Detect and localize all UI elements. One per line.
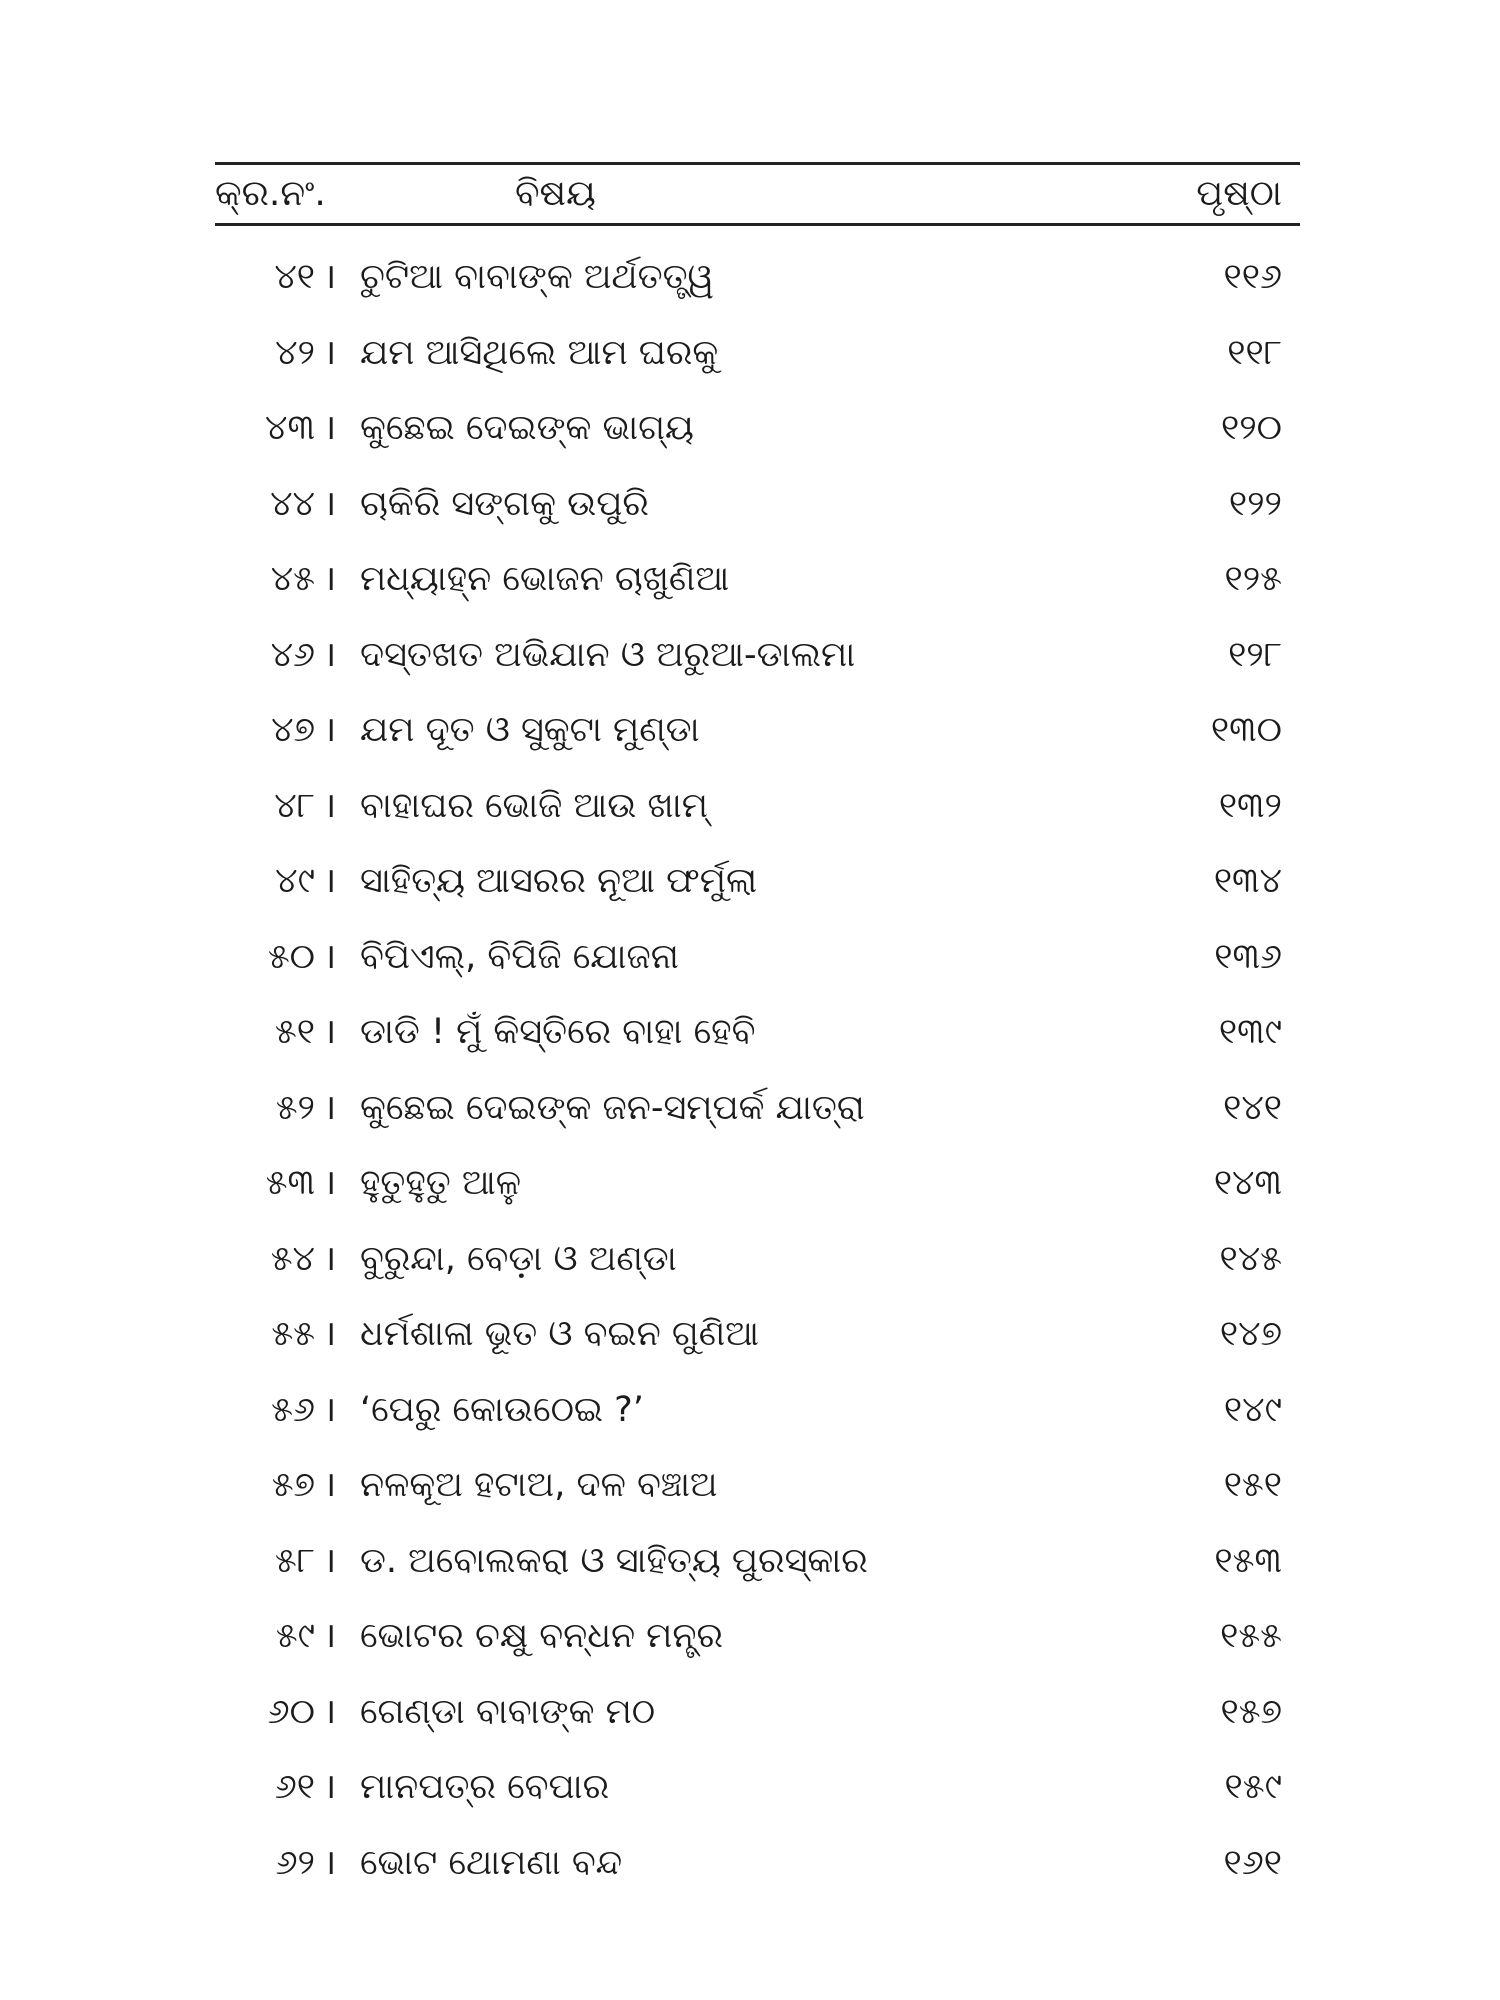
entry-title: ମାନପତ୍ର ବେପାର xyxy=(360,1767,610,1807)
entry-separator: । xyxy=(323,1540,337,1581)
entry-page-number: ୧୪୭ xyxy=(1219,1314,1282,1354)
toc-entry xyxy=(215,316,1300,392)
entry-separator: । xyxy=(323,710,337,750)
entry-title: ଧର୍ମଶାଳା ଭୂତ ଓ ବଇନ ଗୁଣିଆ xyxy=(360,1314,760,1354)
entry-title: ଯମ ଦୂତ ଓ ସୁକୁଟା ମୁଣ୍ଡା xyxy=(360,710,700,750)
entry-separator: । xyxy=(323,332,337,373)
entry-page-number: ୧୫୩ xyxy=(1214,1540,1282,1581)
toc-entry xyxy=(215,1222,1300,1298)
entry-number: ୫୫ xyxy=(271,1314,315,1354)
entry-number: ୪୩ xyxy=(265,408,315,448)
toc-entry xyxy=(215,693,1300,769)
toc-entry xyxy=(215,240,1300,316)
entry-number: ୪୮ xyxy=(274,785,315,826)
entry-separator: । xyxy=(323,257,337,297)
entry-title: ଡାଡି ! ମୁଁ କିସ୍ତିରେ ବାହା ହେବି xyxy=(360,1012,756,1052)
toc-entry xyxy=(215,1448,1300,1524)
toc-entries xyxy=(215,240,1300,1901)
entry-title: ବୁରୁନ୍ଦା, ବେଡ଼ା ଓ ଅଣ୍ଡା xyxy=(360,1238,677,1279)
entry-page-number: ୧୩୦ xyxy=(1210,710,1282,750)
entry-title: ଯମ ଆସିଥିଲେ ଆମ ଘରକୁ xyxy=(360,332,719,373)
entry-number: ୪୭ xyxy=(271,710,315,750)
entry-number: ୫୮ xyxy=(274,1540,315,1581)
entry-page-number: ୧୨୮ xyxy=(1228,634,1282,675)
entry-separator: । xyxy=(323,1767,337,1807)
entry-separator: । xyxy=(323,1691,337,1732)
entry-separator: । xyxy=(323,1314,337,1354)
entry-page-number: ୧୪୯ xyxy=(1223,1389,1282,1430)
entry-title: କୁଛେଇ ଦେଇଙ୍କ ଜନ-ସମ୍ପର୍କ ଯାତ୍ରା xyxy=(360,1087,865,1128)
entry-separator: । xyxy=(323,1087,337,1128)
entry-separator: । xyxy=(323,785,337,826)
entry-separator: । xyxy=(323,408,337,448)
toc-entry xyxy=(215,1826,1300,1902)
toc-entry xyxy=(215,1297,1300,1373)
entry-number: ୪୧ xyxy=(274,257,315,297)
entry-number: ୫୯ xyxy=(275,1616,315,1656)
entry-number: ୬୨ xyxy=(275,1842,315,1883)
toc-entry xyxy=(215,769,1300,845)
entry-title: କୁଛେଇ ଦେଇଙ୍କ ଭାଗ୍ୟ xyxy=(360,408,694,448)
header-rule xyxy=(215,223,1300,226)
entry-title: ମଧ୍ୟାହ୍ନ ଭୋଜନ ଚାଖୁଣିଆ xyxy=(360,559,730,599)
entry-separator: । xyxy=(323,861,337,901)
entry-separator: । xyxy=(323,1465,337,1505)
entry-page-number: ୧୩୨ xyxy=(1218,785,1282,826)
toc-entry xyxy=(215,995,1300,1071)
toc-entry xyxy=(215,1599,1300,1675)
entry-number: ୫୦ xyxy=(267,936,315,977)
entry-title: ହୁତୁହୁତୁ ଆଳୁ xyxy=(360,1163,521,1203)
entry-title: ଗେଣ୍ଡା ବାବାଙ୍କ ମଠ xyxy=(360,1691,656,1732)
entry-number: ୪୫ xyxy=(270,559,315,599)
entry-separator: । xyxy=(323,936,337,977)
entry-page-number: ୧୪୩ xyxy=(1213,1163,1282,1203)
entry-page-number: ୧୪୫ xyxy=(1219,1238,1282,1279)
header-number-label: କ୍ର.ନଂ. xyxy=(215,173,326,214)
entry-number: ୫୪ xyxy=(270,1238,315,1279)
toc-entry xyxy=(215,1750,1300,1826)
entry-page-number: ୧୨୨ xyxy=(1228,483,1282,524)
entry-page-number: ୧୩୬ xyxy=(1214,936,1282,977)
entry-page-number: ୧୬୧ xyxy=(1223,1842,1282,1883)
entry-page-number: ୧୩୯ xyxy=(1218,1012,1282,1052)
entry-page-number: ୧୫୧ xyxy=(1223,1465,1282,1505)
entry-page-number: ୧୩୪ xyxy=(1213,861,1282,901)
entry-number: ୫୧ xyxy=(274,1012,315,1052)
entry-separator: । xyxy=(323,1238,337,1279)
entry-title: ଡ. ଅବୋଲକରା ଓ ସାହିତ୍ୟ ପୁରସ୍କାର xyxy=(360,1540,868,1581)
toc-entry xyxy=(215,1071,1300,1147)
toc-entry xyxy=(215,1373,1300,1449)
entry-separator: । xyxy=(323,634,337,675)
entry-number: ୪୨ xyxy=(275,332,315,373)
entry-page-number: ୧୨୫ xyxy=(1224,559,1282,599)
header-page-label: ପୃଷ୍ଠା xyxy=(1196,173,1282,214)
entry-title: ବିପିଏଲ୍, ବିପିଜି ଯୋଜନା xyxy=(360,936,679,977)
entry-title: ଭୋଟର ଚକ୍ଷୁ ବନ୍ଧନ ମନ୍ତ୍ର xyxy=(360,1616,724,1656)
entry-separator: । xyxy=(323,1842,337,1883)
entry-page-number: ୧୫୭ xyxy=(1220,1691,1282,1732)
entry-title: ସାହିତ୍ୟ ଆସରର ନୂଆ ଫର୍ମୁଲା xyxy=(360,861,758,901)
toc-entry xyxy=(215,1146,1300,1222)
toc-entry xyxy=(215,844,1300,920)
entry-title: ଦସ୍ତଖତ ଅଭିଯାନ ଓ ଅରୁଆ-ଡାଲମା xyxy=(360,634,856,675)
entry-page-number: ୧୧୮ xyxy=(1227,332,1282,373)
entry-page-number: ୧୫୯ xyxy=(1224,1767,1282,1807)
entry-number: ୫୬ xyxy=(271,1389,315,1430)
entry-title: ବାହାଘର ଭୋଜି ଆଉ ଖାମ୍ xyxy=(360,785,708,826)
toc-header xyxy=(215,165,1300,223)
entry-number: ୪୯ xyxy=(275,861,315,901)
entry-page-number: ୧୨୦ xyxy=(1220,408,1282,448)
entry-separator: । xyxy=(323,1163,337,1203)
entry-separator: । xyxy=(323,1616,337,1656)
entry-separator: । xyxy=(323,1012,337,1052)
entry-separator: । xyxy=(323,559,337,599)
entry-title: ଚୁଟିଆ ବାବାଙ୍କ ଅର୍ଥତତ୍ତ୍ୱ xyxy=(360,257,714,297)
toc-entry xyxy=(215,467,1300,543)
entry-page-number: ୧୪୧ xyxy=(1223,1087,1282,1128)
entry-title: ନଳକୂଅ ହଟାଅ, ଦଳ ବଞ୍ଚାଅ xyxy=(360,1465,718,1505)
entry-title: ଭୋଟ ଥୋମଣା ବନ୍ଦ xyxy=(360,1842,623,1883)
toc-entry xyxy=(215,1524,1300,1600)
entry-separator: । xyxy=(323,1389,337,1430)
entry-number: ୫୩ xyxy=(265,1163,315,1203)
toc-entry xyxy=(215,391,1300,467)
entry-number: ୫୨ xyxy=(275,1087,315,1128)
toc-entry xyxy=(215,618,1300,694)
entry-number: ୬୧ xyxy=(274,1767,315,1807)
entry-title: ‘ପେରୁ କୋଉଠେଇ ?’ xyxy=(360,1389,644,1430)
toc-entry xyxy=(215,920,1300,996)
toc-entry xyxy=(215,1675,1300,1751)
entry-page-number: ୧୧୬ xyxy=(1223,257,1282,297)
toc-entry xyxy=(215,542,1300,618)
entry-separator: । xyxy=(323,483,337,524)
header-subject-label: ବିଷୟ xyxy=(515,173,596,214)
entry-number: ୪୪ xyxy=(270,483,315,524)
table-of-contents xyxy=(215,162,1300,1901)
entry-number: ୪୬ xyxy=(270,634,315,675)
entry-page-number: ୧୫୫ xyxy=(1220,1616,1282,1656)
entry-number: ୬୦ xyxy=(267,1691,315,1732)
entry-number: ୫୭ xyxy=(271,1465,315,1505)
entry-title: ଚାକିରି ସଙ୍ଗକୁ ଉପୁରି xyxy=(360,483,649,524)
